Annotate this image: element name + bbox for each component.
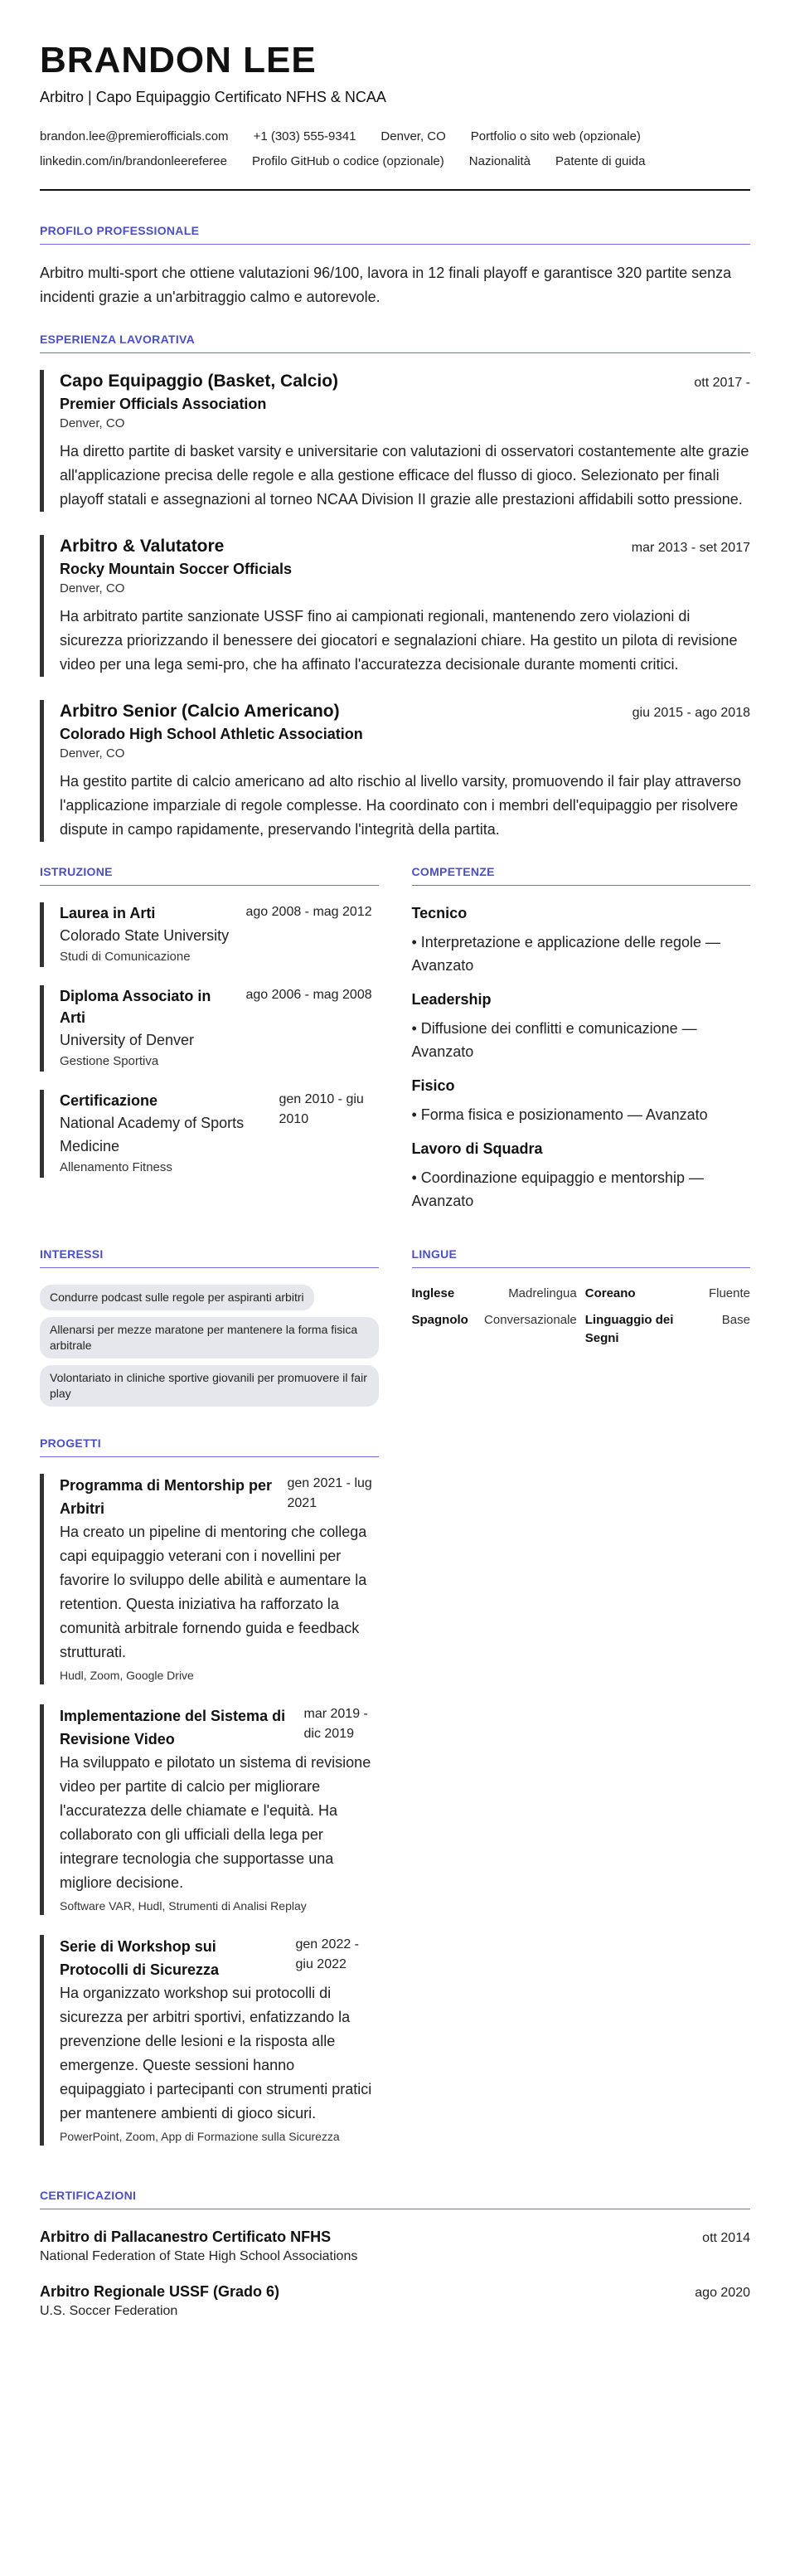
experience-entry <box>40 370 750 512</box>
skill-category: Fisico <box>411 1077 455 1094</box>
candidate-name: BRANDON LEE <box>40 40 317 80</box>
project-dates: gen 2022 - giu 2022 <box>295 1937 360 1971</box>
interest-tag: Condurre podcast sulle regole per aspiranti arbitri <box>40 1285 314 1310</box>
experience-section <box>40 333 750 842</box>
contact-nationality: Nazionalità <box>468 154 531 168</box>
section-title: LINGUE <box>412 1247 751 1268</box>
project-dates: mar 2019 - dic 2019 <box>303 1707 368 1741</box>
language-entry <box>412 1311 577 1348</box>
job-dates: mar 2013 - set 2017 <box>631 541 750 555</box>
job-description: Ha diretto partite di basket varsity e universitarie con valutazioni di osservatori costantemente alte grazie all'applicazione precisa delle regole e alla gestione efficace del flusso di gioco. Selezionato per finali playoff statali e assegnazioni al torneo NCAA Division II grazie alle prestazioni affidabili sotto pressione. <box>60 443 749 508</box>
project-description: Ha sviluppato e pilotato un sistema di revisione video per partite di calcio per migliorare l'accuratezza delle chiamate e l'equità. Ha collaborato con gli ufficiali della lega per integrare tecnologia che supportasse una migliore decisione. <box>60 1754 371 1891</box>
job-description: Ha gestito partite di calcio americano ad alto rischio al livello varsity, promuovendo il fair play attraverso l'applicazione imparziale di regole complesse. Ha coordinato con i membri dell'equipaggio per risolvere dispute in campo rapidamente, preservando l'integrità della partita. <box>60 773 742 838</box>
contact-phone[interactable]: +1 (303) 555-9341 <box>253 129 356 143</box>
projects-row <box>40 1436 750 2165</box>
project-name: Serie di Workshop sui Protocolli di Sicurezza <box>60 1938 220 1978</box>
contact-location: Denver, CO <box>380 129 446 143</box>
language-entry <box>412 1285 577 1303</box>
project-entry <box>40 1704 379 1915</box>
certification-issuer: National Federation of State High School Associations <box>40 2249 358 2263</box>
education-school: National Academy of Sports Medicine <box>60 1115 245 1154</box>
education-entry <box>40 1090 379 1178</box>
section-title: INTERESSI <box>40 1247 379 1268</box>
project-dates: gen 2021 - lug 2021 <box>287 1476 372 1510</box>
certification-date: ago 2020 <box>695 2286 750 2300</box>
certification-date: ott 2014 <box>702 2231 750 2245</box>
job-location: Denver, CO <box>60 416 125 430</box>
certification-name: Arbitro di Pallacanestro Certificato NFHS <box>40 2228 332 2245</box>
education-degree: Diploma Associato in Arti <box>60 988 211 1026</box>
candidate-headline: Arbitro | Capo Equipaggio Certificato NFHS & NCAA <box>40 89 386 105</box>
education-dates: ago 2008 - mag 2012 <box>245 905 372 919</box>
contact-list <box>40 124 750 191</box>
project-entry <box>40 1474 379 1684</box>
language-name: Inglese <box>411 1286 455 1300</box>
section-title: PROGETTI <box>40 1436 379 1457</box>
education-skills-row <box>40 865 750 1224</box>
section-title: PROFILO PROFESSIONALE <box>40 224 750 245</box>
experience-entry <box>40 700 750 842</box>
contact-email[interactable]: brandon.lee@premierofficials.com <box>40 129 229 143</box>
interest-tag: Allenarsi per mezze maratone per mantenere la forma fisica arbitrale <box>40 1317 379 1358</box>
job-title: Arbitro Senior (Calcio Americano) <box>60 702 340 721</box>
resume-header <box>40 40 750 191</box>
skill-category: Leadership <box>411 991 492 1008</box>
section-title: ISTRUZIONE <box>40 865 379 886</box>
language-name: Coreano <box>584 1286 636 1300</box>
education-degree: Certificazione <box>60 1092 158 1109</box>
certifications-section <box>40 2189 750 2321</box>
projects-section <box>40 1436 379 2165</box>
project-description: Ha organizzato workshop sui protocolli di sicurezza per arbitri sportivi, enfatizzando la prevenzione delle lesioni e la risposta alle emergenze. Queste sessioni hanno equipaggiato i partecipanti con strumenti pratici per mantenere ambienti di gioco sicuri. <box>60 1985 372 2122</box>
skill-item: • Forma fisica e posizionamento — Avanzato <box>411 1106 708 1123</box>
education-section <box>40 865 379 1224</box>
section-title: CERTIFICAZIONI <box>40 2189 750 2209</box>
experience-entry <box>40 535 750 677</box>
skill-item: • Diffusione dei conflitti e comunicazione — Avanzato <box>411 1020 697 1060</box>
education-school: University of Denver <box>60 1032 195 1048</box>
certification-name: Arbitro Regionale USSF (Grado 6) <box>40 2283 280 2300</box>
education-field: Gestione Sportiva <box>60 1054 159 1068</box>
skill-category: Tecnico <box>411 905 468 921</box>
language-level: Base <box>721 1313 750 1327</box>
education-school: Colorado State University <box>60 927 230 944</box>
profile-summary: Arbitro multi-sport che ottiene valutazioni 96/100, lavora in 12 finali playoff e garantisce 320 partite senza incidenti grazie a un'arbitraggio calmo e autorevole. <box>40 265 732 305</box>
project-tools: Software VAR, Hudl, Strumenti di Analisi Replay <box>60 1899 307 1913</box>
education-field: Studi di Comunicazione <box>60 950 191 964</box>
interests-languages-row <box>40 1247 750 1413</box>
job-dates: ott 2017 - <box>694 376 750 390</box>
job-title: Capo Equipaggio (Basket, Calcio) <box>60 372 339 391</box>
interest-tag: Volontariato in cliniche sportive giovanili per promuovere il fair play <box>40 1365 379 1407</box>
job-organization: Premier Officials Association <box>60 396 267 412</box>
empty-column <box>412 1436 751 2165</box>
profile-section <box>40 224 750 309</box>
certification-issuer: U.S. Soccer Federation <box>40 2304 178 2318</box>
job-organization: Rocky Mountain Soccer Officials <box>60 561 293 577</box>
project-name: Programma di Mentorship per Arbitri <box>60 1477 273 1517</box>
project-tools: PowerPoint, Zoom, App di Formazione sulla Sicurezza <box>60 2130 340 2143</box>
certification-entry <box>40 2281 750 2321</box>
education-entry <box>40 902 379 967</box>
language-name: Linguaggio dei Segni <box>584 1313 674 1345</box>
contact-linkedin[interactable]: linkedin.com/in/brandonleereferee <box>40 154 227 168</box>
section-title: COMPETENZE <box>412 865 751 886</box>
skill-item: • Interpretazione e applicazione delle regole — Avanzato <box>411 934 721 974</box>
education-degree: Laurea in Arti <box>60 905 156 921</box>
job-organization: Colorado High School Athletic Association <box>60 726 363 742</box>
contact-portfolio[interactable]: Portfolio o sito web (opzionale) <box>470 129 641 143</box>
education-field: Allenamento Fitness <box>60 1160 172 1174</box>
language-level: Fluente <box>708 1286 750 1300</box>
language-name: Spagnolo <box>411 1313 468 1327</box>
education-dates: ago 2006 - mag 2008 <box>245 988 372 1002</box>
skill-category: Lavoro di Squadra <box>411 1140 543 1157</box>
language-level: Conversazionale <box>484 1313 577 1327</box>
job-dates: giu 2015 - ago 2018 <box>632 706 750 720</box>
contact-driving-license: Patente di guida <box>555 154 646 168</box>
language-entry <box>585 1285 750 1303</box>
education-entry <box>40 985 379 1072</box>
job-location: Denver, CO <box>60 581 125 595</box>
job-title: Arbitro & Valutatore <box>60 537 225 556</box>
education-dates: gen 2010 - giu 2010 <box>279 1092 364 1126</box>
languages-section <box>412 1247 751 1413</box>
project-description: Ha creato un pipeline di mentoring che collega capi equipaggio veterani con i novellini per favorire lo sviluppo delle abilità e aumentare la retention. Questa iniziativa ha rafforzato la comunità arbitrale fornendo guida e feedback strutturati. <box>60 1524 367 1660</box>
job-location: Denver, CO <box>60 746 125 761</box>
job-description: Ha arbitrato partite sanzionate USSF fino ai campionati regionali, mantenendo zero violazioni di sicurezza priorizzando il benessere dei giocatori e segnalazioni chiare. Ha gestito un pilota di revisione video per una lega semi-pro, che ha affinato l'accuratezza decisionale durante momenti critici. <box>60 608 738 673</box>
contact-github[interactable]: Profilo GitHub o codice (opzionale) <box>251 154 444 168</box>
project-tools: Hudl, Zoom, Google Drive <box>60 1669 194 1682</box>
skills-section <box>412 865 751 1224</box>
language-entry <box>585 1311 750 1348</box>
skill-item: • Coordinazione equipaggio e mentorship — Avanzato <box>411 1169 705 1209</box>
interests-section <box>40 1247 379 1413</box>
project-entry <box>40 1935 379 2146</box>
section-title: ESPERIENZA LAVORATIVA <box>40 333 750 353</box>
language-level: Madrelingua <box>508 1286 577 1300</box>
certification-entry <box>40 2226 750 2266</box>
project-name: Implementazione del Sistema di Revisione Video <box>60 1708 286 1747</box>
